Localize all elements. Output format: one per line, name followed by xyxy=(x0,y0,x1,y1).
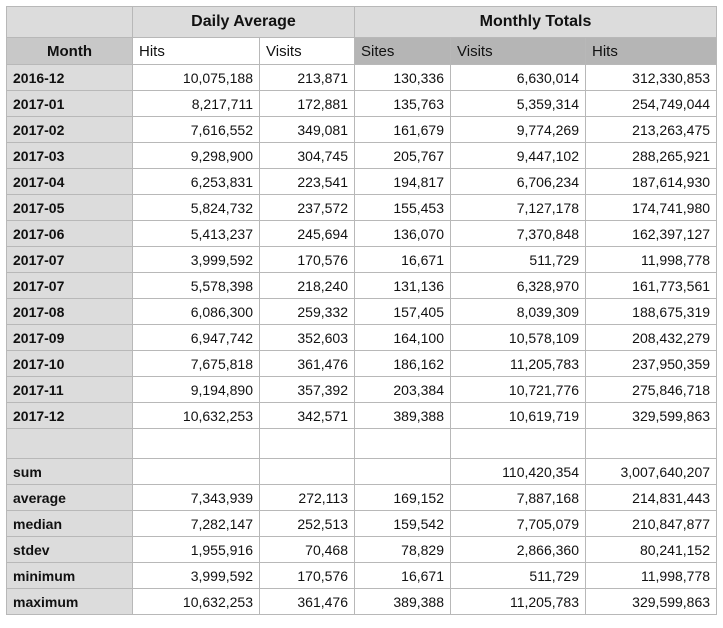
row-label-cell[interactable]: 2017-01 xyxy=(7,91,133,117)
table-row xyxy=(7,299,717,325)
cell-daily-visits[interactable]: 170,576 xyxy=(260,247,355,273)
table-row xyxy=(7,143,717,169)
row-label-cell[interactable]: median xyxy=(7,511,133,537)
cell-monthly-sites[interactable]: 164,100 xyxy=(355,325,451,351)
table-row xyxy=(7,117,717,143)
cell-monthly-sites[interactable]: 131,136 xyxy=(355,273,451,299)
row-label-cell[interactable]: 2017-08 xyxy=(7,299,133,325)
cell-monthly-visits[interactable]: 6,706,234 xyxy=(451,169,586,195)
cell-daily-visits[interactable]: 252,513 xyxy=(260,511,355,537)
cell-daily-visits[interactable]: 361,476 xyxy=(260,589,355,615)
row-label-cell[interactable]: 2017-09 xyxy=(7,325,133,351)
empty-cell[interactable] xyxy=(355,429,451,459)
table-body xyxy=(7,65,717,615)
cell-daily-visits[interactable]: 304,745 xyxy=(260,143,355,169)
table-row xyxy=(7,377,717,403)
spacer-label-cell[interactable] xyxy=(7,429,133,459)
cell-daily-hits[interactable]: 1,955,916 xyxy=(133,537,260,563)
row-label-cell[interactable]: 2017-04 xyxy=(7,169,133,195)
cell-daily-visits[interactable]: 342,571 xyxy=(260,403,355,429)
cell-daily-hits[interactable]: 10,632,253 xyxy=(133,589,260,615)
cell-monthly-hits[interactable]: 3,007,640,207 xyxy=(586,459,717,485)
cell-daily-hits[interactable]: 3,999,592 xyxy=(133,563,260,589)
cell-monthly-sites[interactable]: 155,453 xyxy=(355,195,451,221)
cell-daily-visits[interactable] xyxy=(260,459,355,485)
cell-monthly-hits[interactable]: 254,749,044 xyxy=(586,91,717,117)
column-header-daily-hits: Hits xyxy=(133,38,260,65)
cell-monthly-sites[interactable]: 194,817 xyxy=(355,169,451,195)
cell-monthly-hits[interactable]: 237,950,359 xyxy=(586,351,717,377)
cell-monthly-hits[interactable]: 214,831,443 xyxy=(586,485,717,511)
summary-row xyxy=(7,459,717,485)
row-label-cell[interactable]: average xyxy=(7,485,133,511)
cell-monthly-hits[interactable]: 162,397,127 xyxy=(586,221,717,247)
cell-daily-hits[interactable]: 6,086,300 xyxy=(133,299,260,325)
cell-daily-visits[interactable]: 245,694 xyxy=(260,221,355,247)
row-label-cell[interactable]: maximum xyxy=(7,589,133,615)
cell-daily-visits[interactable]: 259,332 xyxy=(260,299,355,325)
spacer-row xyxy=(7,429,717,459)
cell-daily-hits[interactable]: 7,282,147 xyxy=(133,511,260,537)
cell-daily-hits[interactable]: 5,578,398 xyxy=(133,273,260,299)
cell-daily-visits[interactable]: 237,572 xyxy=(260,195,355,221)
cell-monthly-visits[interactable]: 6,328,970 xyxy=(451,273,586,299)
empty-cell[interactable] xyxy=(133,429,260,459)
cell-monthly-hits[interactable]: 208,432,279 xyxy=(586,325,717,351)
cell-monthly-visits[interactable]: 9,447,102 xyxy=(451,143,586,169)
cell-monthly-visits[interactable]: 110,420,354 xyxy=(451,459,586,485)
cell-monthly-visits[interactable]: 9,774,269 xyxy=(451,117,586,143)
empty-cell[interactable] xyxy=(586,429,717,459)
row-label-cell[interactable]: 2017-11 xyxy=(7,377,133,403)
cell-monthly-visits[interactable]: 511,729 xyxy=(451,247,586,273)
group-header-monthly-totals: Monthly Totals xyxy=(355,7,717,38)
empty-cell[interactable] xyxy=(451,429,586,459)
cell-daily-hits[interactable]: 9,298,900 xyxy=(133,143,260,169)
summary-row xyxy=(7,589,717,615)
cell-monthly-visits[interactable]: 2,866,360 xyxy=(451,537,586,563)
cell-monthly-hits[interactable]: 213,263,475 xyxy=(586,117,717,143)
column-header-monthly-hits: Hits xyxy=(586,38,717,65)
cell-daily-hits[interactable]: 5,413,237 xyxy=(133,221,260,247)
cell-monthly-hits[interactable]: 80,241,152 xyxy=(586,537,717,563)
cell-monthly-visits[interactable]: 511,729 xyxy=(451,563,586,589)
cell-daily-hits[interactable]: 7,616,552 xyxy=(133,117,260,143)
cell-monthly-hits[interactable]: 329,599,863 xyxy=(586,589,717,615)
cell-monthly-visits[interactable]: 7,127,178 xyxy=(451,195,586,221)
cell-monthly-visits[interactable]: 10,578,109 xyxy=(451,325,586,351)
group-header-daily-average: Daily Average xyxy=(133,7,355,38)
cell-daily-visits[interactable]: 213,871 xyxy=(260,65,355,91)
cell-monthly-sites[interactable]: 16,671 xyxy=(355,563,451,589)
cell-daily-hits[interactable]: 9,194,890 xyxy=(133,377,260,403)
cell-monthly-hits[interactable]: 188,675,319 xyxy=(586,299,717,325)
row-label-cell[interactable]: 2016-12 xyxy=(7,65,133,91)
empty-cell[interactable] xyxy=(260,429,355,459)
group-header-row xyxy=(7,7,717,38)
cell-monthly-sites[interactable]: 159,542 xyxy=(355,511,451,537)
cell-monthly-hits[interactable]: 11,998,778 xyxy=(586,247,717,273)
row-label-cell[interactable]: 2017-07 xyxy=(7,273,133,299)
summary-row xyxy=(7,537,717,563)
cell-monthly-visits[interactable]: 7,887,168 xyxy=(451,485,586,511)
cell-monthly-visits[interactable]: 8,039,309 xyxy=(451,299,586,325)
cell-daily-visits[interactable]: 272,113 xyxy=(260,485,355,511)
cell-monthly-sites[interactable]: 130,336 xyxy=(355,65,451,91)
column-header-month: Month xyxy=(7,38,133,65)
stats-table xyxy=(6,6,717,615)
cell-monthly-sites[interactable]: 78,829 xyxy=(355,537,451,563)
cell-daily-hits[interactable]: 6,253,831 xyxy=(133,169,260,195)
row-label-cell[interactable]: 2017-07 xyxy=(7,247,133,273)
cell-monthly-visits[interactable]: 10,619,719 xyxy=(451,403,586,429)
table-row xyxy=(7,65,717,91)
table-row xyxy=(7,351,717,377)
cell-daily-hits[interactable]: 10,632,253 xyxy=(133,403,260,429)
row-label-cell[interactable]: 2017-06 xyxy=(7,221,133,247)
cell-daily-visits[interactable]: 172,881 xyxy=(260,91,355,117)
cell-monthly-sites[interactable]: 161,679 xyxy=(355,117,451,143)
cell-monthly-sites[interactable]: 205,767 xyxy=(355,143,451,169)
table-row xyxy=(7,195,717,221)
cell-daily-hits[interactable]: 3,999,592 xyxy=(133,247,260,273)
summary-row xyxy=(7,485,717,511)
cell-monthly-hits[interactable]: 187,614,930 xyxy=(586,169,717,195)
cell-monthly-visits[interactable]: 6,630,014 xyxy=(451,65,586,91)
cell-monthly-visits[interactable]: 10,721,776 xyxy=(451,377,586,403)
table-row xyxy=(7,169,717,195)
row-label-cell[interactable]: 2017-12 xyxy=(7,403,133,429)
cell-daily-visits[interactable]: 357,392 xyxy=(260,377,355,403)
cell-monthly-hits[interactable]: 312,330,853 xyxy=(586,65,717,91)
cell-monthly-hits[interactable]: 329,599,863 xyxy=(586,403,717,429)
cell-monthly-sites[interactable]: 136,070 xyxy=(355,221,451,247)
cell-monthly-sites[interactable]: 135,763 xyxy=(355,91,451,117)
cell-monthly-hits[interactable]: 275,846,718 xyxy=(586,377,717,403)
row-label-cell[interactable]: stdev xyxy=(7,537,133,563)
cell-daily-hits[interactable]: 10,075,188 xyxy=(133,65,260,91)
cell-daily-visits[interactable]: 170,576 xyxy=(260,563,355,589)
table-row xyxy=(7,403,717,429)
row-label-cell[interactable]: 2017-03 xyxy=(7,143,133,169)
cell-monthly-hits[interactable]: 161,773,561 xyxy=(586,273,717,299)
cell-monthly-sites[interactable]: 389,388 xyxy=(355,403,451,429)
cell-monthly-sites[interactable]: 169,152 xyxy=(355,485,451,511)
cell-monthly-hits[interactable]: 11,998,778 xyxy=(586,563,717,589)
cell-monthly-visits[interactable]: 5,359,314 xyxy=(451,91,586,117)
summary-row xyxy=(7,511,717,537)
column-header-daily-visits: Visits xyxy=(260,38,355,65)
row-label-cell[interactable]: minimum xyxy=(7,563,133,589)
cell-daily-visits[interactable]: 349,081 xyxy=(260,117,355,143)
cell-monthly-visits[interactable]: 11,205,783 xyxy=(451,351,586,377)
row-label-cell[interactable]: sum xyxy=(7,459,133,485)
table-row xyxy=(7,325,717,351)
table-row xyxy=(7,91,717,117)
cell-monthly-sites[interactable] xyxy=(355,459,451,485)
cell-monthly-visits[interactable]: 7,370,848 xyxy=(451,221,586,247)
cell-daily-visits[interactable]: 218,240 xyxy=(260,273,355,299)
table-row xyxy=(7,221,717,247)
cell-monthly-visits[interactable]: 11,205,783 xyxy=(451,589,586,615)
cell-daily-visits[interactable]: 70,468 xyxy=(260,537,355,563)
cell-daily-hits[interactable]: 5,824,732 xyxy=(133,195,260,221)
cell-monthly-sites[interactable]: 16,671 xyxy=(355,247,451,273)
cell-daily-visits[interactable]: 223,541 xyxy=(260,169,355,195)
cell-daily-hits[interactable]: 6,947,742 xyxy=(133,325,260,351)
table-row xyxy=(7,247,717,273)
cell-daily-hits[interactable] xyxy=(133,459,260,485)
cell-daily-hits[interactable]: 7,343,939 xyxy=(133,485,260,511)
cell-daily-hits[interactable]: 8,217,711 xyxy=(133,91,260,117)
cell-daily-visits[interactable]: 352,603 xyxy=(260,325,355,351)
column-header-monthly-visits: Visits xyxy=(451,38,586,65)
cell-monthly-hits[interactable]: 288,265,921 xyxy=(586,143,717,169)
cell-monthly-sites[interactable]: 203,384 xyxy=(355,377,451,403)
cell-daily-hits[interactable]: 7,675,818 xyxy=(133,351,260,377)
cell-monthly-sites[interactable]: 186,162 xyxy=(355,351,451,377)
header-corner-cell xyxy=(7,7,133,38)
cell-monthly-hits[interactable]: 210,847,877 xyxy=(586,511,717,537)
column-header-row xyxy=(7,38,717,65)
summary-row xyxy=(7,563,717,589)
row-label-cell[interactable]: 2017-05 xyxy=(7,195,133,221)
row-label-cell[interactable]: 2017-10 xyxy=(7,351,133,377)
cell-monthly-hits[interactable]: 174,741,980 xyxy=(586,195,717,221)
column-header-monthly-sites: Sites xyxy=(355,38,451,65)
row-label-cell[interactable]: 2017-02 xyxy=(7,117,133,143)
cell-monthly-sites[interactable]: 157,405 xyxy=(355,299,451,325)
table-row xyxy=(7,273,717,299)
cell-daily-visits[interactable]: 361,476 xyxy=(260,351,355,377)
cell-monthly-sites[interactable]: 389,388 xyxy=(355,589,451,615)
cell-monthly-visits[interactable]: 7,705,079 xyxy=(451,511,586,537)
